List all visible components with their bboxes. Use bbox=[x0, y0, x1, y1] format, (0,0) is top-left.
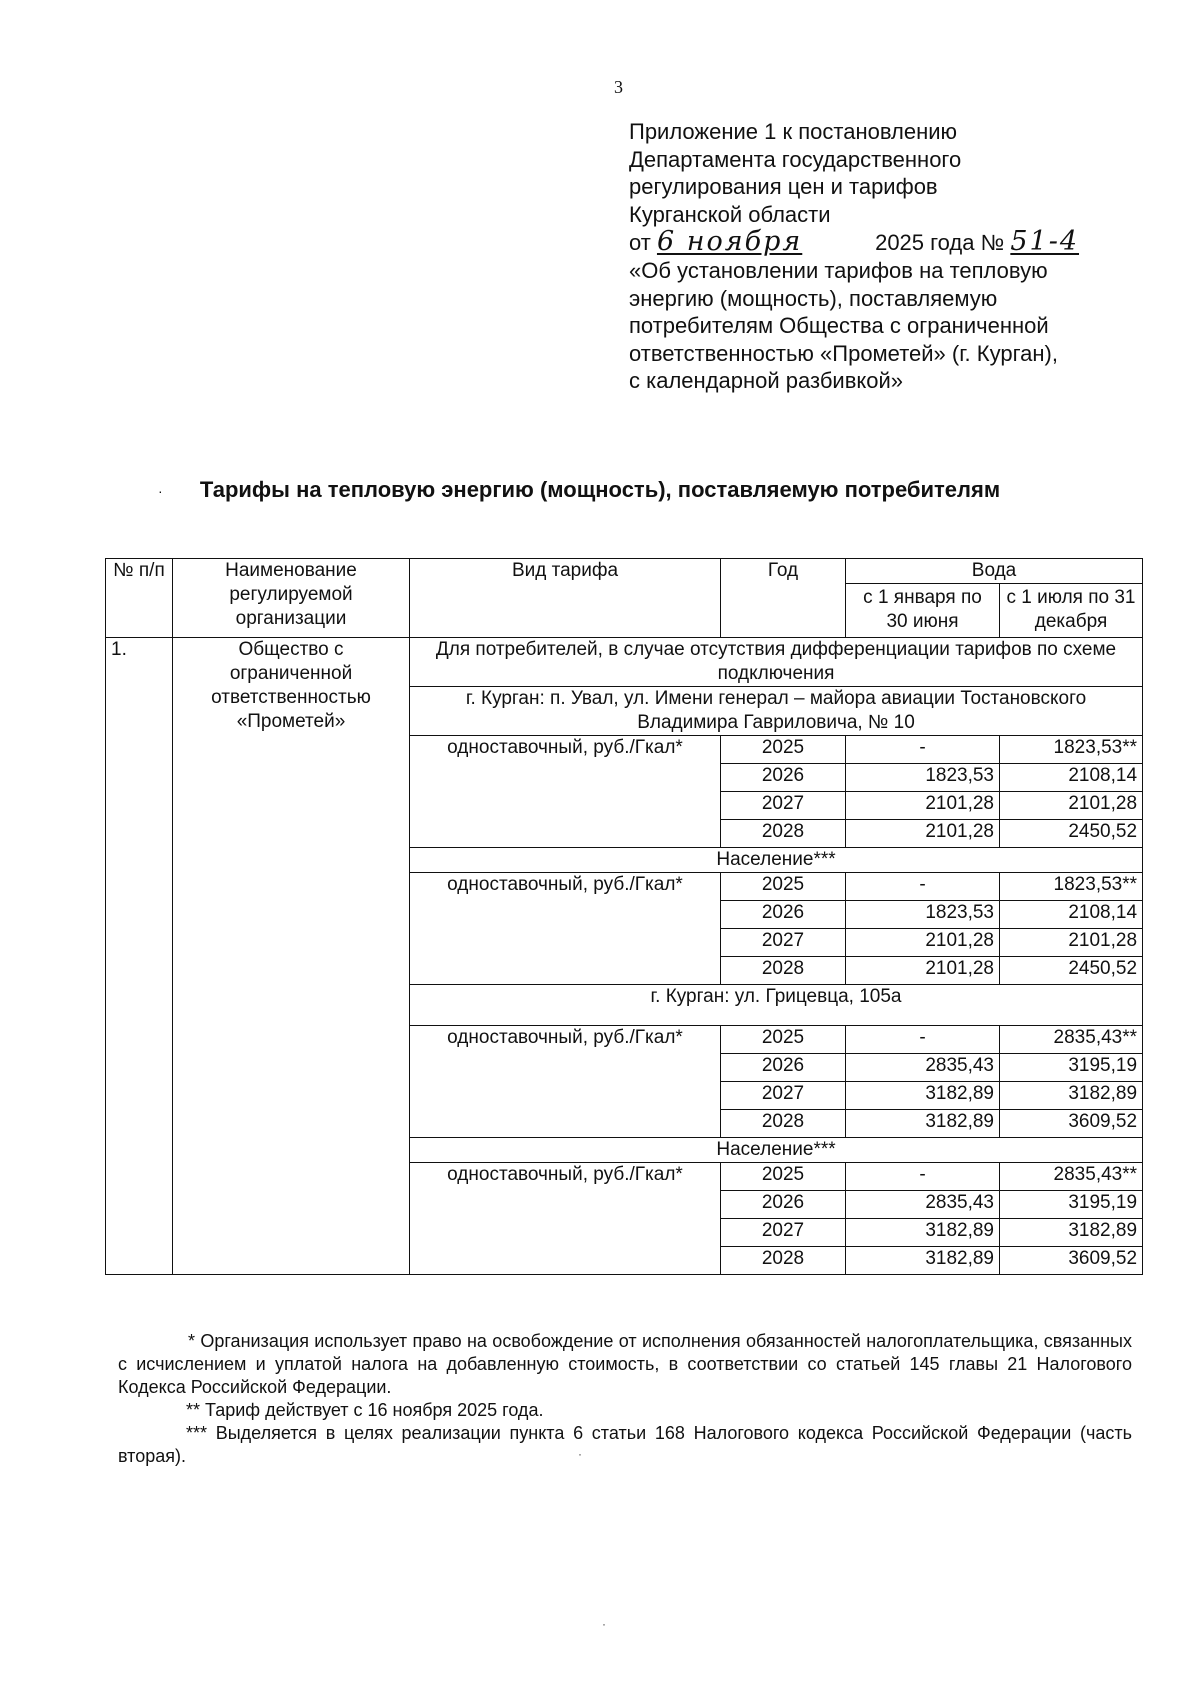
value-h2: 3609,52 bbox=[1000, 1110, 1143, 1138]
scan-dot: · bbox=[158, 483, 163, 499]
header-year: Год bbox=[721, 559, 846, 638]
year-cell: 2027 bbox=[721, 1082, 846, 1110]
scan-speck: · bbox=[578, 1447, 582, 1461]
appendix-title-line: ответственностью «Прометей» (г. Курган), bbox=[629, 340, 1058, 366]
value-h2: 2108,14 bbox=[1000, 901, 1143, 929]
year-cell: 2028 bbox=[721, 820, 846, 848]
appendix-line: регулирования цен и тарифов bbox=[629, 174, 938, 200]
value-h2: 3609,52 bbox=[1000, 1247, 1143, 1275]
appendix-date-line bbox=[629, 228, 1109, 257]
year-cell: 2027 bbox=[721, 929, 846, 957]
year-cell: 2026 bbox=[721, 1191, 846, 1219]
value-h1: 3182,89 bbox=[846, 1247, 1000, 1275]
header-tariff-type: Вид тарифа bbox=[410, 559, 721, 638]
year-cell: 2028 bbox=[721, 1110, 846, 1138]
value-h2: 2835,43** bbox=[1000, 1163, 1143, 1191]
footnotes bbox=[118, 1330, 1132, 1468]
value-h1: 2101,28 bbox=[846, 820, 1000, 848]
appendix-title-line: с календарной разбивкой» bbox=[629, 368, 904, 394]
tariff-type-cell: одноставочный, руб./Гкал* bbox=[410, 1026, 721, 1138]
footnote: * Организация использует право на освобождение от исполнения обязанностей налогоплательщика, связанных с исчислением и уплатой налога на добавленную стоимость, в соответствии со статьей 145 главы 21 Налогового Кодекса Российской Федерации. bbox=[118, 1331, 1132, 1397]
header-water: Вода bbox=[846, 559, 1143, 584]
value-h2: 1823,53** bbox=[1000, 873, 1143, 901]
value-h2: 2450,52 bbox=[1000, 820, 1143, 848]
value-h2: 3195,19 bbox=[1000, 1191, 1143, 1219]
value-h2: 2450,52 bbox=[1000, 957, 1143, 985]
value-h2: 2835,43** bbox=[1000, 1026, 1143, 1054]
tariff-type-cell: одноставочный, руб./Гкал* bbox=[410, 736, 721, 848]
year-cell: 2025 bbox=[721, 1163, 846, 1191]
value-h1: 2101,28 bbox=[846, 957, 1000, 985]
value-h1: 1823,53 bbox=[846, 764, 1000, 792]
year-cell: 2027 bbox=[721, 1219, 846, 1247]
date-prefix: от bbox=[629, 230, 651, 256]
year-cell: 2028 bbox=[721, 1247, 846, 1275]
value-h2: 3182,89 bbox=[1000, 1082, 1143, 1110]
header-period-2: с 1 июля по 31 декабря bbox=[1000, 584, 1143, 638]
value-h1: 3182,89 bbox=[846, 1219, 1000, 1247]
value-h1: 3182,89 bbox=[846, 1082, 1000, 1110]
value-h1: - bbox=[846, 1163, 1000, 1191]
value-h1: - bbox=[846, 1026, 1000, 1054]
appendix-title-line: потребителям Общества с ограниченной bbox=[629, 313, 1049, 339]
value-h2: 1823,53** bbox=[1000, 736, 1143, 764]
value-h2: 2108,14 bbox=[1000, 764, 1143, 792]
value-h1: 2101,28 bbox=[846, 792, 1000, 820]
value-h2: 3182,89 bbox=[1000, 1219, 1143, 1247]
year-cell: 2025 bbox=[721, 736, 846, 764]
page-number: 3 bbox=[614, 77, 623, 97]
appendix-title-line: энергию (мощность), поставляемую bbox=[629, 285, 998, 311]
value-h1: 1823,53 bbox=[846, 901, 1000, 929]
value-h2: 2101,28 bbox=[1000, 792, 1143, 820]
location-address: г. Курган: п. Увал, ул. Имени генерал – майора авиации Тостановского Владимира Гавриловича, № 10 bbox=[410, 687, 1143, 736]
header-num: № п/п bbox=[106, 559, 173, 638]
table-row bbox=[106, 638, 1143, 687]
scan-speck: · bbox=[602, 1617, 606, 1631]
footnote: *** Выделяется в целях реализации пункта 6 статьи 168 Налогового кодекса Российской Федерации (часть вторая). bbox=[118, 1423, 1132, 1466]
year-cell: 2026 bbox=[721, 1054, 846, 1082]
header-org: Наименование регулируемой организации bbox=[173, 559, 410, 638]
value-h2: 3195,19 bbox=[1000, 1054, 1143, 1082]
year-cell: 2026 bbox=[721, 764, 846, 792]
tariff-type-cell: одноставочный, руб./Гкал* bbox=[410, 873, 721, 985]
value-h1: - bbox=[846, 873, 1000, 901]
value-h1: 2101,28 bbox=[846, 929, 1000, 957]
consumer-note: Для потребителей, в случае отсутствия дифференциации тарифов по схеме подключения bbox=[410, 638, 1143, 687]
population-label: Население*** bbox=[410, 1138, 1143, 1163]
appendix-title-line: «Об установлении тарифов на тепловую bbox=[629, 257, 1048, 283]
organization-name: Общество с ограниченной ответственностью «Прометей» bbox=[173, 638, 410, 1275]
appendix-header bbox=[629, 118, 1109, 395]
year-cell: 2028 bbox=[721, 957, 846, 985]
value-h1: 2835,43 bbox=[846, 1191, 1000, 1219]
year-cell: 2025 bbox=[721, 1026, 846, 1054]
appendix-line: Приложение 1 к постановлению bbox=[629, 119, 958, 144]
population-label: Население*** bbox=[410, 848, 1143, 873]
row-number: 1. bbox=[106, 638, 173, 1275]
value-h2: 2101,28 bbox=[1000, 929, 1143, 957]
handwritten-number: 51-4 bbox=[1010, 226, 1080, 258]
appendix-line: Департамента государственного bbox=[629, 146, 962, 172]
value-h1: 3182,89 bbox=[846, 1110, 1000, 1138]
handwritten-date: 6 ноября bbox=[656, 226, 803, 258]
year-cell: 2025 bbox=[721, 873, 846, 901]
year-text: 2025 года № bbox=[875, 230, 1005, 256]
year-cell: 2027 bbox=[721, 792, 846, 820]
document-title: Тарифы на тепловую энергию (мощность), поставляемую потребителям bbox=[199, 477, 1001, 502]
tariff-table bbox=[105, 558, 1143, 1275]
header-period-1: с 1 января по 30 июня bbox=[846, 584, 1000, 638]
footnote: ** Тариф действует с 16 ноября 2025 года. bbox=[186, 1400, 544, 1420]
year-cell: 2026 bbox=[721, 901, 846, 929]
location-address: г. Курган: ул. Грицевца, 105а bbox=[410, 985, 1143, 1026]
appendix-line: Курганской области bbox=[629, 201, 831, 227]
table-header-row bbox=[106, 559, 1143, 584]
value-h1: 2835,43 bbox=[846, 1054, 1000, 1082]
tariff-type-cell: одноставочный, руб./Гкал* bbox=[410, 1163, 721, 1275]
value-h1: - bbox=[846, 736, 1000, 764]
